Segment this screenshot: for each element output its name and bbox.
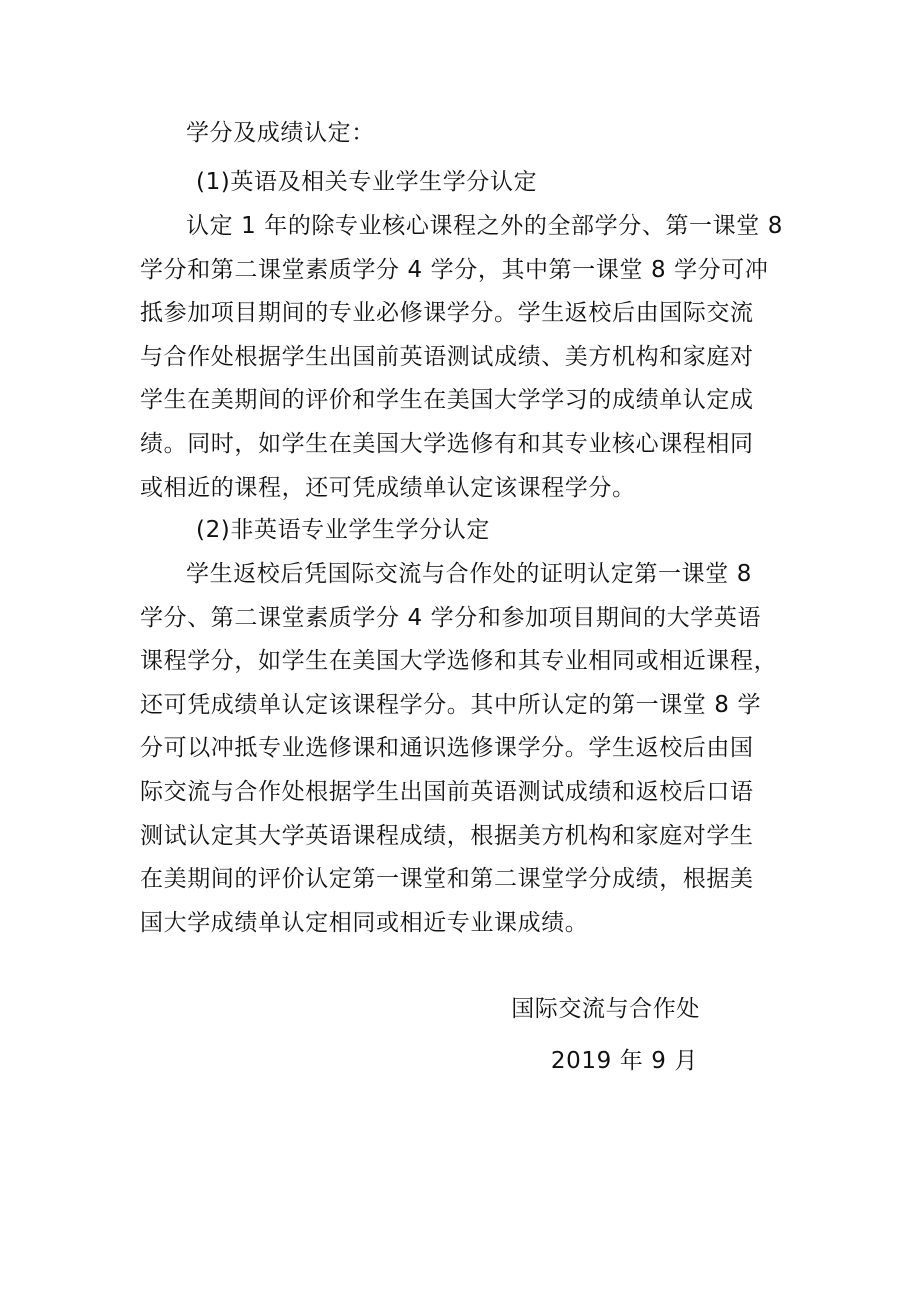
signature-organization: 国际交流与合作处 (511, 996, 700, 1022)
subsection-2-paragraph (140, 553, 790, 945)
signature-date: 2019 年 9 月 (550, 1048, 698, 1074)
section-heading (140, 112, 790, 156)
paragraph-line: 还可凭成绩单认定该课程学分。其中所认定的第一课堂 8 学 (140, 691, 762, 718)
subsection-1-title-text: (1)英语及相关专业学生学分认定 (196, 169, 538, 195)
paragraph-line: 抵参加项目期间的专业必修课学分。学生返校后由国际交流 (140, 300, 754, 327)
paragraph-line: 绩。同时，如学生在美国大学选修有和其专业核心课程相同 (140, 430, 754, 457)
paragraph-line: 际交流与合作处根据学生出国前英语测试成绩和返校后口语 (140, 778, 754, 805)
paragraph-line: 测试认定其大学英语课程成绩，根据美方机构和家庭对学生 (140, 822, 754, 849)
paragraph-line: 学生返校后凭国际交流与合作处的证明认定第一课堂 8 (186, 561, 752, 587)
subsection-2-title (140, 509, 790, 553)
paragraph-line: 学分和第二课堂素质学分 4 学分，其中第一课堂 8 学分可冲 (140, 256, 769, 283)
paragraph-line: 学生在美期间的评价和学生在美国大学学习的成绩单认定成 (140, 387, 754, 414)
subsection-1-title (140, 161, 790, 205)
subsection-2-title-text: (2)非英语专业学生学分认定 (196, 517, 490, 543)
paragraph-line: 课程学分，如学生在美国大学选修和其专业相同或相近课程， (140, 648, 778, 675)
paragraph-line: 认定 1 年的除专业核心课程之外的全部学分、第一课堂 8 (186, 213, 783, 239)
paragraph-line: 分可以冲抵专业选修课和通识选修课学分。学生返校后由国 (140, 735, 754, 762)
paragraph-line: 在美期间的评价认定第一课堂和第二课堂学分成绩，根据美 (140, 866, 754, 893)
paragraph-line: 国大学成绩单认定相同或相近专业课成绩。 (140, 909, 589, 936)
subsection-1-paragraph (140, 205, 790, 510)
paragraph-line: 与合作处根据学生出国前英语测试成绩、美方机构和家庭对 (140, 343, 754, 370)
paragraph-line: 或相近的课程，还可凭成绩单认定该课程学分。 (140, 474, 636, 501)
paragraph-line: 学分、第二课堂素质学分 4 学分和参加项目期间的大学英语 (140, 604, 762, 631)
heading-text: 学分及成绩认定： (186, 120, 375, 146)
